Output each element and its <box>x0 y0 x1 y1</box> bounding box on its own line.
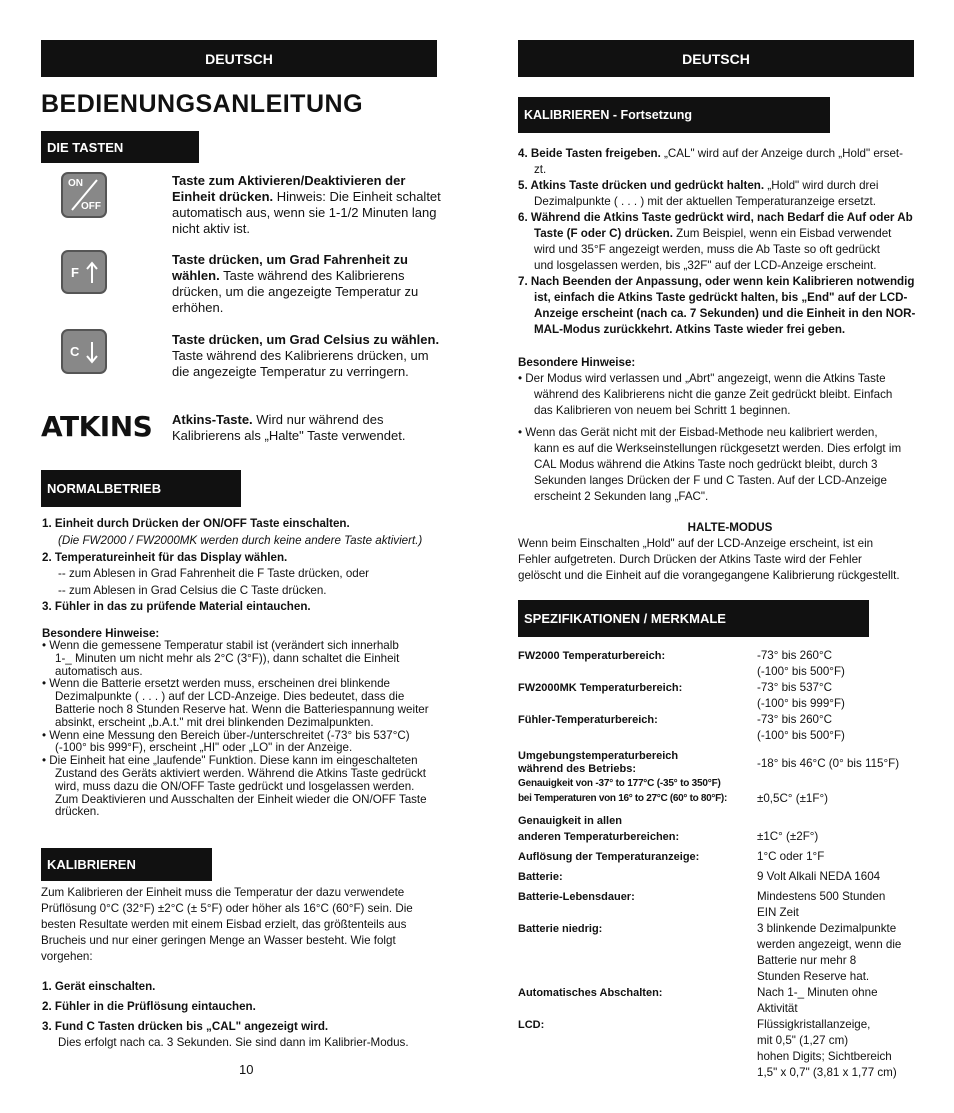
intro-line: besten Resultate werden mit einem Eisbad erzielt, das größtenteils aus <box>41 918 407 931</box>
hinweis-line: automatisch aus. <box>55 664 143 678</box>
normal-note: (Die FW2000 / FW2000MK werden durch keine andere Taste aktiviert.) <box>58 534 423 547</box>
c-key-icon <box>61 329 107 374</box>
intro-line: Brucheis und nur einer geringen Menge an Wasser besteht. Wie folgt <box>41 934 396 947</box>
step-text: „Hold" wird durch drei <box>764 179 879 192</box>
hinweise-list-right <box>518 371 901 505</box>
normal-step: 1. Einheit durch Drücken der ON/OFF Taste einschalten. <box>42 517 350 530</box>
hinweis-line: während des Kalibrierens nicht die ganze Zeit gedrückt bleibt. Einfach <box>534 388 893 401</box>
off-label: OFF <box>81 201 101 212</box>
spec-row <box>518 776 928 791</box>
page-number: 10 <box>239 1062 254 1077</box>
hinweis-line: CAL Modus während die Atkins Taste noch gedrückt bleibt, durch 3 <box>534 458 878 471</box>
spec-row <box>518 869 928 885</box>
spec-table <box>518 648 928 1081</box>
kal-steps-continued <box>518 146 918 338</box>
arrow-down-icon <box>85 340 99 364</box>
spec-value: ±0,5C° (±1F°) <box>757 792 828 805</box>
spec-value: -18° bis 46°C (0° bis 115°F) <box>757 757 900 770</box>
step-bold: 4. Beide Tasten freigeben. <box>518 147 661 160</box>
hinweis-line: Batterie noch 8 Stunden Reserve hat. Wenn die Batteriespannung weiter absinkt, erscheint „b.A.t." mit drei blinkenden Dezimalpunkten. <box>55 702 429 729</box>
atkins-logo: ATKINS <box>41 410 153 443</box>
normal-step: 2. Temperatureinheit für das Display wählen. <box>42 551 288 564</box>
hinweis-line: • Wenn die gemessene Temperatur stabil ist (verändert sich innerhalb <box>42 639 399 652</box>
section-header-spezifikationen <box>518 600 869 637</box>
spec-row <box>518 648 928 680</box>
step-text: Zum Beispiel, wenn ein Eisbad verwendet <box>672 227 892 240</box>
spec-label: Fühler-Temperaturbereich: <box>518 714 658 726</box>
hinweis-line: Sekunden langes Drücken der F und C Tasten. Auf der LCD-Anzeige <box>534 474 887 487</box>
spec-label: bei Temperaturen von 16° to 27°C (60° to 80°F): <box>518 793 727 804</box>
spec-row <box>518 889 928 921</box>
spec-value: -73° bis 537°C (-100° bis 999°F) <box>757 681 845 710</box>
section-header-label: NORMALBETRIEB <box>47 481 162 496</box>
halte-line: Fehler aufgetreten. Durch Drücken der Atkins Taste wird der Fehler <box>518 553 862 566</box>
normal-step: 3. Fühler in das zu prüfende Material eintauchen. <box>42 600 311 613</box>
section-header-label: KALIBRIEREN <box>47 857 136 872</box>
spec-row <box>518 1017 928 1081</box>
step-text: zt. <box>534 163 547 176</box>
spec-value: Nach 1-_ Minuten ohne Aktivität <box>757 986 878 1015</box>
spec-row <box>518 813 928 845</box>
section-header-tasten <box>41 131 199 163</box>
spec-value: Mindestens 500 Stunden EIN Zeit <box>757 890 886 919</box>
language-label: DEUTSCH <box>205 50 273 67</box>
spec-label: Genauigkeit in allen anderen Temperaturbereichen: <box>518 815 680 843</box>
hinweis-line: • Wenn das Gerät nicht mit der Eisbad-Methode neu kalibriert werden, <box>518 426 878 439</box>
spec-value: 9 Volt Alkali NEDA 1604 <box>757 870 881 883</box>
f-letter: F <box>71 265 79 280</box>
hinweise-title-right: Besondere Hinweise: <box>518 356 636 369</box>
step-text: wird und 35°F angezeigt werden, muss die Ab Taste so oft gedrückt <box>534 243 880 256</box>
spec-label: LCD: <box>518 1019 545 1031</box>
halte-modus-text <box>518 536 900 584</box>
key-description-f: Taste drücken, um Grad Fahrenheit zu wählen. Taste während des Kalibrierens drücken, um die angezeigte Temperatur zu erhöhen. <box>172 252 419 315</box>
spec-row <box>518 921 928 985</box>
hinweis-line: • Wenn die Batterie ersetzt werden muss, erscheinen drei blinkende <box>42 677 390 691</box>
onoff-key-icon <box>61 172 107 218</box>
spec-label: Umgebungstemperaturbereich während des Betriebs: <box>518 750 679 775</box>
language-label: DEUTSCH <box>682 50 750 67</box>
step-bold: MAL-Modus zurückkehrt. Atkins Taste wieder frei geben. <box>534 323 846 336</box>
key-description-c: Taste drücken, um Grad Celsius zu wählen. Taste während des Kalibrierens drücken, um die angezeigte Temperatur zu verringern. <box>172 332 440 379</box>
spec-row <box>518 750 928 776</box>
step-bold: Taste (F oder C) drücken. <box>534 227 673 240</box>
spec-value: -73° bis 260°C (-100° bis 500°F) <box>757 713 845 742</box>
kal-step-note: Dies erfolgt nach ca. 3 Sekunden. Sie sind dann im Kalibrier-Modus. <box>58 1036 409 1049</box>
kal-step: 1. Gerät einschalten. <box>42 980 156 993</box>
hinweis-line: Zustand des Geräts aktiviert werden. Während die Atkins Taste gedrückt <box>55 766 426 780</box>
f-key-icon <box>61 250 107 294</box>
hinweis-line: • Die Einheit hat eine „laufende" Funktion. Diese kann im eingeschalteten <box>42 754 418 768</box>
hinweis-line: 1-_ Minuten um nicht mehr als 2°C (3°F)), dann schaltet die Einheit <box>55 651 400 665</box>
step-bold: 6. Während die Atkins Taste gedrückt wird, nach Bedarf die Auf oder Ab <box>518 211 913 224</box>
section-header-label: DIE TASTEN <box>47 139 124 155</box>
step-bold: 5. Atkins Taste drücken und gedrückt halten. <box>518 179 765 192</box>
on-label: ON <box>68 178 83 189</box>
step-bold: 7. Nach Beenden der Anpassung, oder wenn kein Kalibrieren notwendig <box>518 275 915 288</box>
halte-line: gelöscht und die Einheit auf die vorangegangene Kalibrierung rückgestellt. <box>518 569 900 582</box>
hinweis-line: Zum Deaktivieren und Ausschalten der Einheit wieder die ON/OFF Taste <box>55 792 427 806</box>
spec-label: FW2000MK Temperaturbereich: <box>518 682 683 694</box>
section-header-normalbetrieb <box>41 470 241 507</box>
hinweis-line: Dezimalpunkte ( . . . ) auf der LCD-Anzeige. Dies bedeutet, dass die <box>55 690 405 704</box>
hinweis-line: erscheint 2 Sekunden lang „FAC". <box>534 490 709 503</box>
language-bar-right <box>518 40 914 77</box>
halte-line: Wenn beim Einschalten „Hold" auf der LCD-Anzeige erscheint, ist ein <box>518 537 874 550</box>
hinweis-line: • Wenn eine Messung den Bereich über-/unterschreitet (-73° bis 537°C) <box>42 728 410 742</box>
step-text: „CAL" wird auf der Anzeige durch „Hold" erset- <box>660 147 903 160</box>
page-title: BEDIENUNGSANLEITUNG <box>41 90 364 118</box>
step-text: Dezimalpunkte ( . . . ) mit der aktuellen Temperaturanzeige ersetzt. <box>534 195 876 208</box>
spec-value: Flüssigkristallanzeige, mit 0,5" (1,27 cm) hohen Digits; Sichtbereich 1,5" x 0,7" (3,81 x 1,77 cm) <box>757 1018 897 1079</box>
hinweis-line: das Kalibrieren von neuem bei Schritt 1 beginnen. <box>534 404 791 417</box>
hinweis-line: • Der Modus wird verlassen und „Abrt" angezeigt, wenn die Atkins Taste <box>518 372 886 385</box>
intro-line: Prüflösung 0°C (32°F) ±2°C (± 5°F) oder höher als 16°C (60°F) sein. Die <box>41 902 413 915</box>
spec-label: Batterie-Lebensdauer: <box>518 891 635 903</box>
hinweis-line: kann es auf die Werkseinstellungen rückgesetzt werden. Dies erfolgt im <box>534 442 902 455</box>
hinweise-list <box>42 640 442 819</box>
spec-label: FW2000 Temperaturbereich: <box>518 650 666 662</box>
section-header-kalibrieren-fortsetzung <box>518 97 830 133</box>
intro-line: Zum Kalibrieren der Einheit muss die Temperatur der dazu verwendete <box>41 886 405 899</box>
kal-step: 3. Fund C Tasten drücken bis „CAL" angezeigt wird. <box>42 1020 329 1033</box>
step-bold: ist, einfach die Atkins Taste gedrückt halten, bis „End" auf der LCD- <box>534 291 908 304</box>
spec-label: Genauigkeit von -37° to 177°C (-35° to 350°F) <box>518 778 721 789</box>
arrow-up-icon <box>85 261 99 285</box>
spec-row <box>518 849 928 865</box>
spec-label: Automatisches Abschalten: <box>518 987 663 999</box>
section-header-kalibrieren <box>41 848 212 881</box>
spec-label: Auflösung der Temperaturanzeige: <box>518 851 700 863</box>
step-text: und losgelassen werden, bis „32F" auf der LCD-Anzeige erscheint. <box>534 259 877 272</box>
section-header-label: SPEZIFIKATIONEN / MERKMALE <box>524 611 726 626</box>
spec-label: Batterie niedrig: <box>518 923 603 935</box>
section-header-label: KALIBRIEREN - Fortsetzung <box>524 108 693 122</box>
spec-value: 3 blinkende Dezimalpunkte werden angezeigt, wenn die Batterie nur mehr 8 Stunden Reserve hat. <box>757 922 902 983</box>
spec-value: ±1C° (±2F°) <box>757 830 819 843</box>
spec-value: -73° bis 260°C (-100° bis 500°F) <box>757 649 845 678</box>
step-bold: Anzeige erscheint (nach ca. 7 Sekunden) und die Einheit in den NOR- <box>534 307 916 320</box>
spec-row <box>518 791 928 807</box>
spec-row <box>518 680 928 712</box>
spec-value: 1°C oder 1°F <box>757 850 825 863</box>
language-bar-left <box>41 40 437 77</box>
kal-step: 2. Fühler in die Prüflösung eintauchen. <box>42 1000 256 1013</box>
spec-label: Batterie: <box>518 871 563 883</box>
hinweis-line: drücken. <box>55 805 100 819</box>
hinweis-line: (-100° bis 999°F), erscheint „HI" oder „LO" in der Anzeige. <box>55 741 353 755</box>
key-description-atkins: Atkins-Taste. Wird nur während des Kalibrierens als „Halte" Taste verwendet. <box>172 412 406 443</box>
normal-option: -- zum Ablesen in Grad Celsius die C Taste drücken. <box>58 584 327 597</box>
halte-modus-title: HALTE-MODUS <box>687 521 773 534</box>
hinweis-line: wird, muss dazu die ON/OFF Taste gedrückt und losgelassen werden. <box>55 779 415 793</box>
spec-row <box>518 985 928 1017</box>
intro-line: vorgehen: <box>41 950 93 963</box>
normal-option: -- zum Ablesen in Grad Fahrenheit die F Taste drücken, oder <box>58 567 370 580</box>
c-letter: C <box>70 344 80 359</box>
hinweise-title: Besondere Hinweise: <box>42 627 160 640</box>
kalibrieren-intro <box>41 885 413 965</box>
key-description-onoff: Taste zum Aktivieren/Deaktivieren der Einheit drücken. Hinweis: Die Einheit schaltet automatisch aus, wenn sie 1-1/2 Minuten lang nicht aktiv ist. <box>172 173 441 236</box>
spec-row <box>518 712 928 744</box>
